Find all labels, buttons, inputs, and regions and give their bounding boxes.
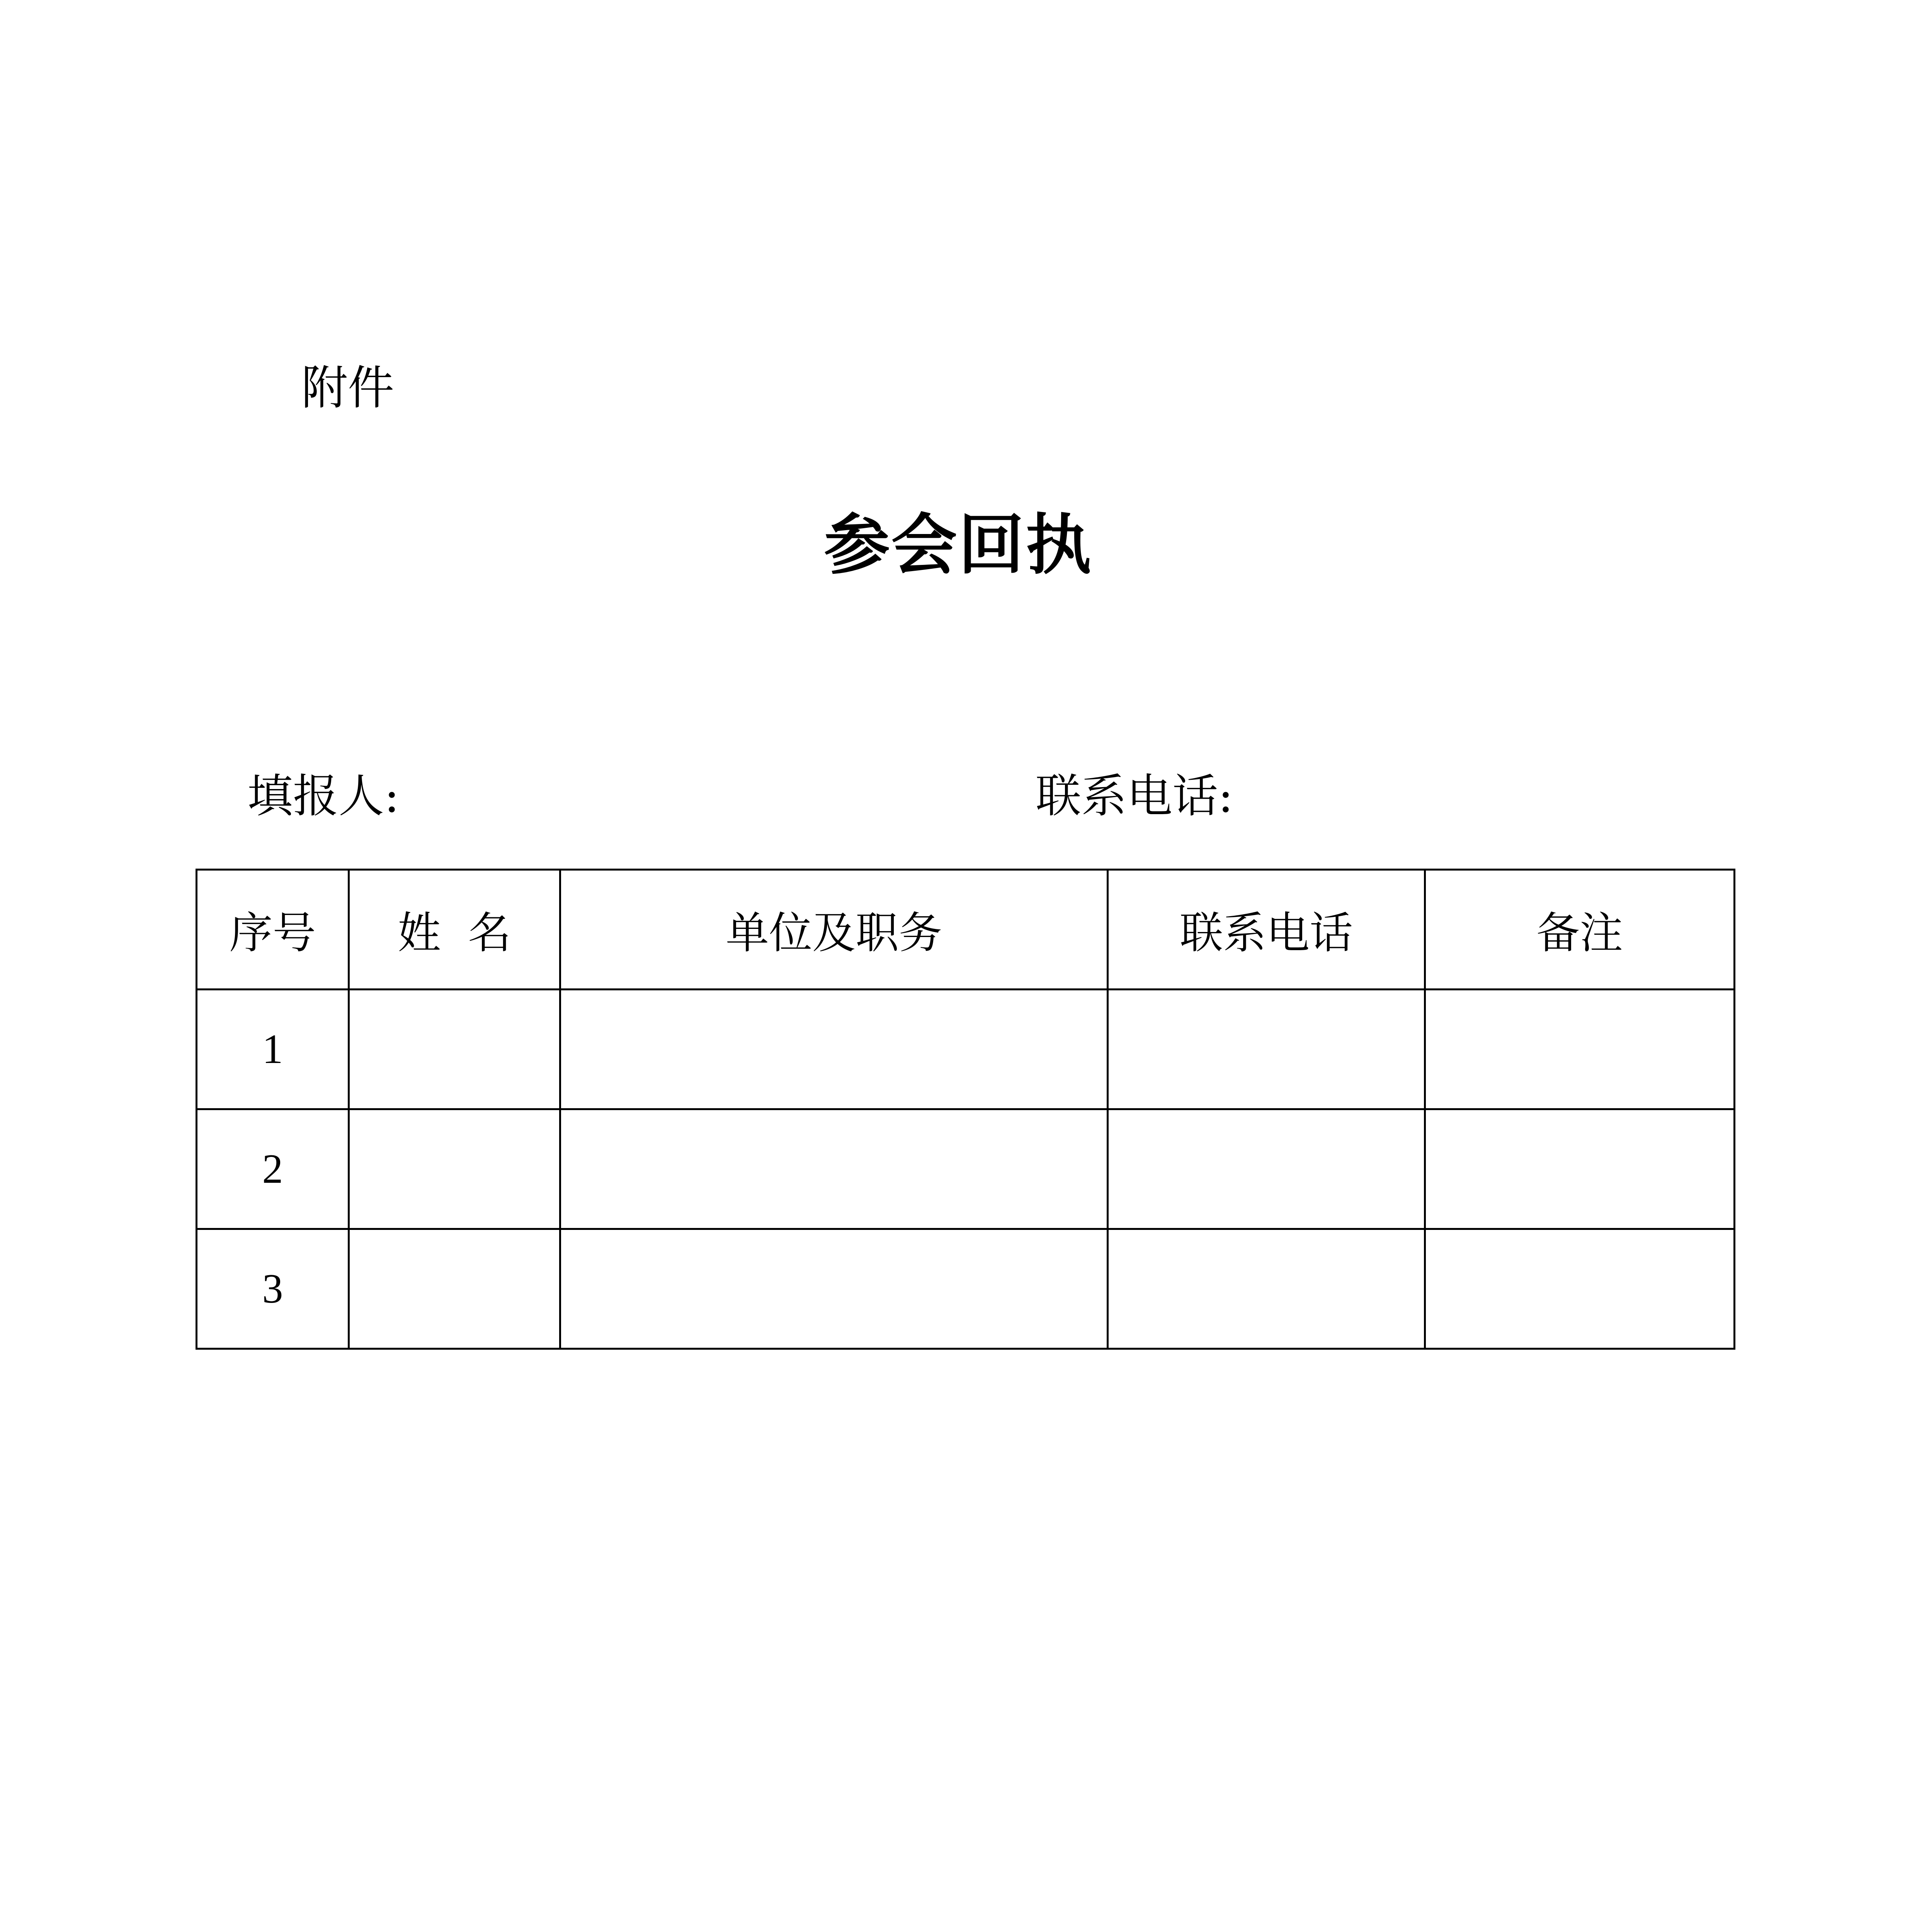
document-title: 参会回执 bbox=[824, 506, 1093, 583]
table-row bbox=[197, 990, 1735, 1109]
unit-position-cell[interactable] bbox=[560, 1229, 1108, 1349]
attachment-label: 附件 bbox=[301, 361, 394, 415]
row-index-cell: 2 bbox=[197, 1109, 349, 1229]
unit-position-cell[interactable] bbox=[560, 1109, 1108, 1229]
header-remarks: 备注 bbox=[1425, 870, 1735, 990]
name-cell[interactable] bbox=[349, 990, 560, 1109]
table-row bbox=[197, 1229, 1735, 1349]
header-unit-position: 单位及职务 bbox=[560, 870, 1108, 990]
name-cell[interactable] bbox=[349, 1109, 560, 1229]
row-index-cell: 3 bbox=[197, 1229, 349, 1349]
remarks-cell[interactable] bbox=[1425, 1109, 1735, 1229]
phone-cell[interactable] bbox=[1108, 1229, 1425, 1349]
table-header-row bbox=[197, 870, 1735, 990]
unit-position-cell[interactable] bbox=[560, 990, 1108, 1109]
header-phone: 联系电话 bbox=[1108, 870, 1425, 990]
contact-phone-label: 联系电话: bbox=[1036, 769, 1233, 823]
reporter-label: 填报人: bbox=[247, 769, 400, 823]
header-name: 姓名 bbox=[349, 870, 560, 990]
row-index-cell: 1 bbox=[197, 990, 349, 1109]
phone-cell[interactable] bbox=[1108, 990, 1425, 1109]
header-index: 序号 bbox=[197, 870, 349, 990]
name-cell[interactable] bbox=[349, 1229, 560, 1349]
attendance-table bbox=[196, 869, 1735, 1350]
phone-cell[interactable] bbox=[1108, 1109, 1425, 1229]
remarks-cell[interactable] bbox=[1425, 1229, 1735, 1349]
table-row bbox=[197, 1109, 1735, 1229]
remarks-cell[interactable] bbox=[1425, 990, 1735, 1109]
